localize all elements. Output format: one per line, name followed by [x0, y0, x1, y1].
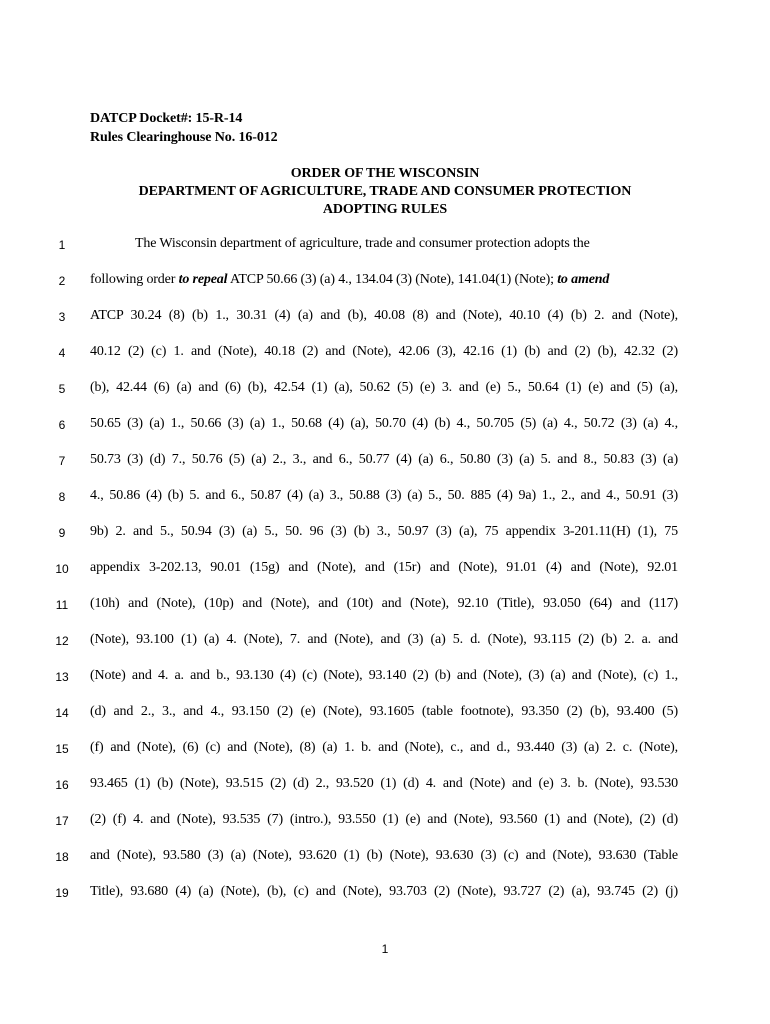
line-text: Title), 93.680 (4) (a) (Note), (b), (c) and (Note), 93.703 (2) (Note), 93.727 (2) (a), 93.745 (2) (j): [90, 884, 678, 899]
line-text: 50.65 (3) (a) 1., 50.66 (3) (a) 1., 50.68 (4) (a), 50.70 (4) (b) 4., 50.705 (5) (a) 4., 50.72 (3) (a) 4.,: [90, 416, 678, 431]
line-text: 93.465 (1) (b) (Note), 93.515 (2) (d) 2., 93.520 (1) (d) 4. and (Note) and (e) 3. b. (Note), 93.530: [90, 776, 678, 791]
line-number: 9: [58, 526, 66, 540]
line-text: 40.12 (2) (c) 1. and (Note), 40.18 (2) and (Note), 42.06 (3), 42.16 (1) (b) and (2) (b), 42.32 (2): [90, 344, 678, 359]
line-number: 19: [55, 886, 69, 900]
line-text: (Note), 93.100 (1) (a) 4. (Note), 7. and (Note), and (3) (a) 5. d. (Note), 93.115 (2) (b) 2. a. and: [90, 632, 678, 647]
line-text: 4., 50.86 (4) (b) 5. and 6., 50.87 (4) (a) 3., 50.88 (3) (a) 5., 50. 885 (4) 9a) 1., 2., and 4., 50.91 (3): [90, 488, 678, 503]
line-text: (d) and 2., 3., and 4., 93.150 (2) (e) (Note), 93.1605 (table footnote), 93.350 (2) (b), 93.400 (5): [90, 704, 678, 719]
order-title-line-1: ORDER OF THE WISCONSIN: [290, 166, 480, 181]
line-number: 14: [55, 706, 69, 720]
body-line-2: [0, 272, 770, 292]
body-line-15: [0, 740, 770, 760]
body-line-4: [0, 344, 770, 364]
line-text: (2) (f) 4. and (Note), 93.535 (7) (intro.), 93.550 (1) (e) and (Note), 93.560 (1) and (Note), (2) (d): [90, 812, 678, 827]
line-text-mid: ATCP 50.66 (3) (a) 4., 134.04 (3) (Note), 141.04(1) (Note);: [227, 272, 558, 287]
body-line-5: [0, 380, 770, 400]
body-line-11: [0, 596, 770, 616]
line-number: 13: [55, 670, 69, 684]
body-line-18: [0, 848, 770, 868]
line-number: 4: [58, 346, 66, 360]
body-line-13: [0, 668, 770, 688]
line-text: (f) and (Note), (6) (c) and (Note), (8) (a) 1. b. and (Note), c., and d., 93.440 (3) (a) 2. c. (Note),: [90, 740, 678, 755]
line-text: 50.73 (3) (d) 7., 50.76 (5) (a) 2., 3., and 6., 50.77 (4) (a) 6., 50.80 (3) (a) 5. and 8., 50.83 (3) (a): [90, 452, 678, 467]
body-line-12: [0, 632, 770, 652]
body-line-1: [0, 236, 770, 256]
body-line-19: [0, 884, 770, 904]
line-number: 10: [55, 562, 69, 576]
line-text: [90, 272, 678, 288]
body-line-3: [0, 308, 770, 328]
line-number: 11: [55, 598, 69, 612]
line-text: (b), 42.44 (6) (a) and (6) (b), 42.54 (1) (a), 50.62 (5) (e) 3. and (e) 5., 50.64 (1) (e) and (5) (a),: [90, 380, 678, 395]
docket-number: DATCP Docket#: 15-R-14: [90, 111, 243, 126]
body-line-9: [0, 524, 770, 544]
line-number: 6: [58, 418, 66, 432]
to-repeal-term: to repeal: [178, 272, 228, 287]
order-title-line-3: ADOPTING RULES: [322, 202, 448, 217]
line-number: 7: [58, 454, 66, 468]
body-line-16: [0, 776, 770, 796]
line-text-pre: following order: [90, 272, 179, 287]
line-text: (10h) and (Note), (10p) and (Note), and (10t) and (Note), 92.10 (Title), 93.050 (64) and (117): [90, 596, 678, 611]
line-number: 18: [55, 850, 69, 864]
line-number: 2: [58, 274, 66, 288]
body-line-7: [0, 452, 770, 472]
body-line-17: [0, 812, 770, 832]
line-number: 17: [55, 814, 69, 828]
page-number: 1: [381, 942, 389, 956]
to-amend-term: to amend: [557, 272, 610, 287]
line-number: 3: [58, 310, 66, 324]
line-text: The Wisconsin department of agriculture, trade and consumer protection adopts the: [135, 236, 590, 251]
line-number: 12: [55, 634, 69, 648]
line-text: 9b) 2. and 5., 50.94 (3) (a) 5., 50. 96 (3) (b) 3., 50.97 (3) (a), 75 appendix 3-201.11(H) (1), 75: [90, 524, 678, 539]
line-text: ATCP 30.24 (8) (b) 1., 30.31 (4) (a) and (b), 40.08 (8) and (Note), 40.10 (4) (b) 2. and (Note),: [90, 308, 678, 323]
line-number: 8: [58, 490, 66, 504]
line-number: 16: [55, 778, 69, 792]
line-text: appendix 3-202.13, 90.01 (15g) and (Note), and (15r) and (Note), 91.01 (4) and (Note), 92.01: [90, 560, 678, 575]
body-line-10: [0, 560, 770, 580]
line-number: 15: [55, 742, 69, 756]
clearinghouse-number: Rules Clearinghouse No. 16-012: [90, 130, 278, 145]
body-line-6: [0, 416, 770, 436]
body-line-14: [0, 704, 770, 724]
line-text: and (Note), 93.580 (3) (a) (Note), 93.620 (1) (b) (Note), 93.630 (3) (c) and (Note), 93.630 (Table: [90, 848, 678, 863]
line-text: (Note) and 4. a. and b., 93.130 (4) (c) (Note), 93.140 (2) (b) and (Note), (3) (a) and (Note), (c) 1.,: [90, 668, 678, 683]
line-number: 1: [58, 238, 66, 252]
order-title-line-2: DEPARTMENT OF AGRICULTURE, TRADE AND CONSUMER PROTECTION: [138, 184, 632, 199]
line-number: 5: [58, 382, 66, 396]
body-line-8: [0, 488, 770, 508]
